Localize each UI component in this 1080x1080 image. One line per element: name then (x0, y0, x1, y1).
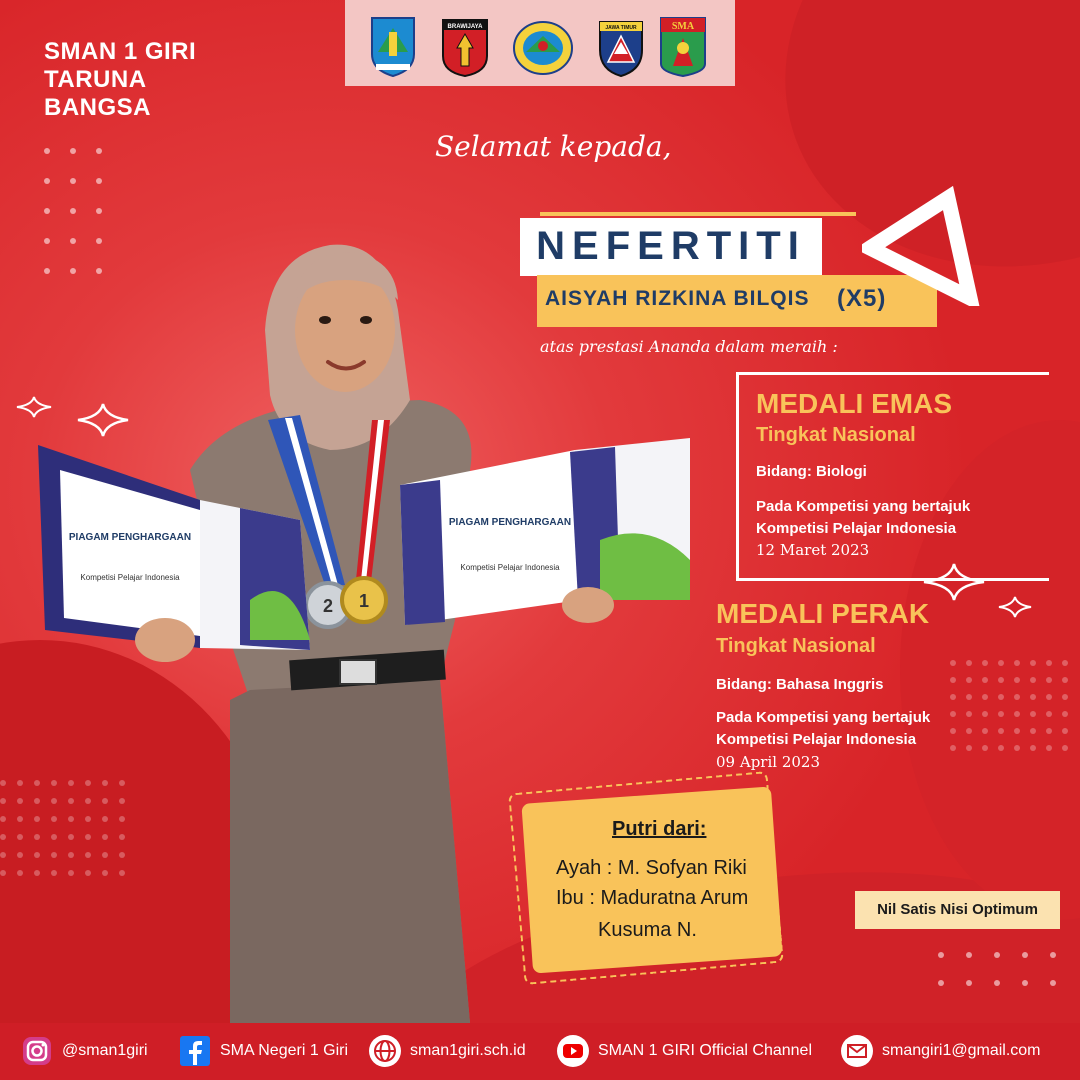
first-name: NEFERTITI (536, 224, 806, 268)
school-name-line1: SMAN 1 GIRI (44, 38, 197, 65)
certificate-left-title: PIAGAM PENGHARGAAN (68, 532, 192, 543)
certificate-right-title: PIAGAM PENGHARGAAN (448, 517, 572, 528)
award-silver-field: Bidang: Bahasa Inggris (716, 676, 884, 693)
instagram-icon (20, 1034, 54, 1068)
award-gold-desc-line1: Pada Kompetisi yang bertajuk (756, 498, 971, 515)
school-name-line3: BANGSA (44, 94, 152, 121)
parents-title: Putri dari: (612, 818, 707, 840)
email-address: smangiri1@gmail.com (882, 1042, 1041, 1059)
award-silver-title: MEDALI PERAK (716, 598, 930, 629)
father-name: Ayah : M. Sofyan Riki (556, 857, 747, 879)
parents-box (521, 786, 782, 973)
footer-website[interactable] (368, 1033, 526, 1069)
globe-icon (368, 1034, 402, 1068)
award-silver-level: Tingkat Nasional (716, 635, 876, 657)
sma-logo-text: SMA (671, 21, 695, 32)
jatim-logo-text: JAWA TIMUR (605, 25, 637, 31)
instagram-handle: @sman1giri (62, 1042, 148, 1059)
award-gold-title: MEDALI EMAS (756, 388, 952, 419)
school-name-line2: TARUNA (44, 66, 147, 93)
greeting-text: Selamat kepada, (435, 130, 672, 163)
footer-youtube[interactable] (556, 1033, 812, 1069)
certificate-right-event: Kompetisi Pelajar Indonesia (460, 563, 560, 572)
brawijaya-logo-text: BRAWIJAYA (447, 24, 483, 30)
footer-facebook[interactable] (178, 1033, 348, 1069)
school-motto-box (855, 891, 1060, 929)
award-silver-desc-line2: Kompetisi Pelajar Indonesia (716, 731, 917, 748)
student-class: (X5) (837, 285, 887, 312)
silver-medal-number: 2 (322, 596, 334, 616)
gold-medal-number: 1 (358, 591, 370, 611)
youtube-icon (556, 1034, 590, 1068)
youtube-channel: SMAN 1 GIRI Official Channel (598, 1042, 813, 1059)
facebook-name: SMA Negeri 1 Giri (220, 1042, 349, 1059)
award-gold-desc-line2: Kompetisi Pelajar Indonesia (756, 520, 957, 537)
award-silver-desc-line1: Pada Kompetisi yang bertajuk (716, 709, 931, 726)
rest-name: AISYAH RIZKINA BILQIS (545, 287, 810, 310)
achievement-intro: atas prestasi Ananda dalam meraih : (540, 337, 838, 356)
award-gold-field: Bidang: Biologi (756, 463, 867, 480)
mail-icon (840, 1034, 874, 1068)
award-silver-date: 09 April 2023 (716, 753, 820, 771)
website-url: sman1giri.sch.id (410, 1042, 526, 1059)
award-gold-date: 12 Maret 2023 (756, 541, 870, 559)
award-gold-level: Tingkat Nasional (756, 424, 916, 446)
footer-email[interactable] (840, 1033, 1041, 1069)
mother-name-line1: Ibu : Maduratna Arum (556, 887, 749, 909)
facebook-icon (178, 1034, 212, 1068)
certificate-left-event: Kompetisi Pelajar Indonesia (80, 573, 180, 582)
school-motto: Nil Satis Nisi Optimum (877, 901, 1038, 918)
mother-name-line2: Kusuma N. (598, 919, 697, 941)
footer-instagram[interactable] (20, 1033, 148, 1069)
